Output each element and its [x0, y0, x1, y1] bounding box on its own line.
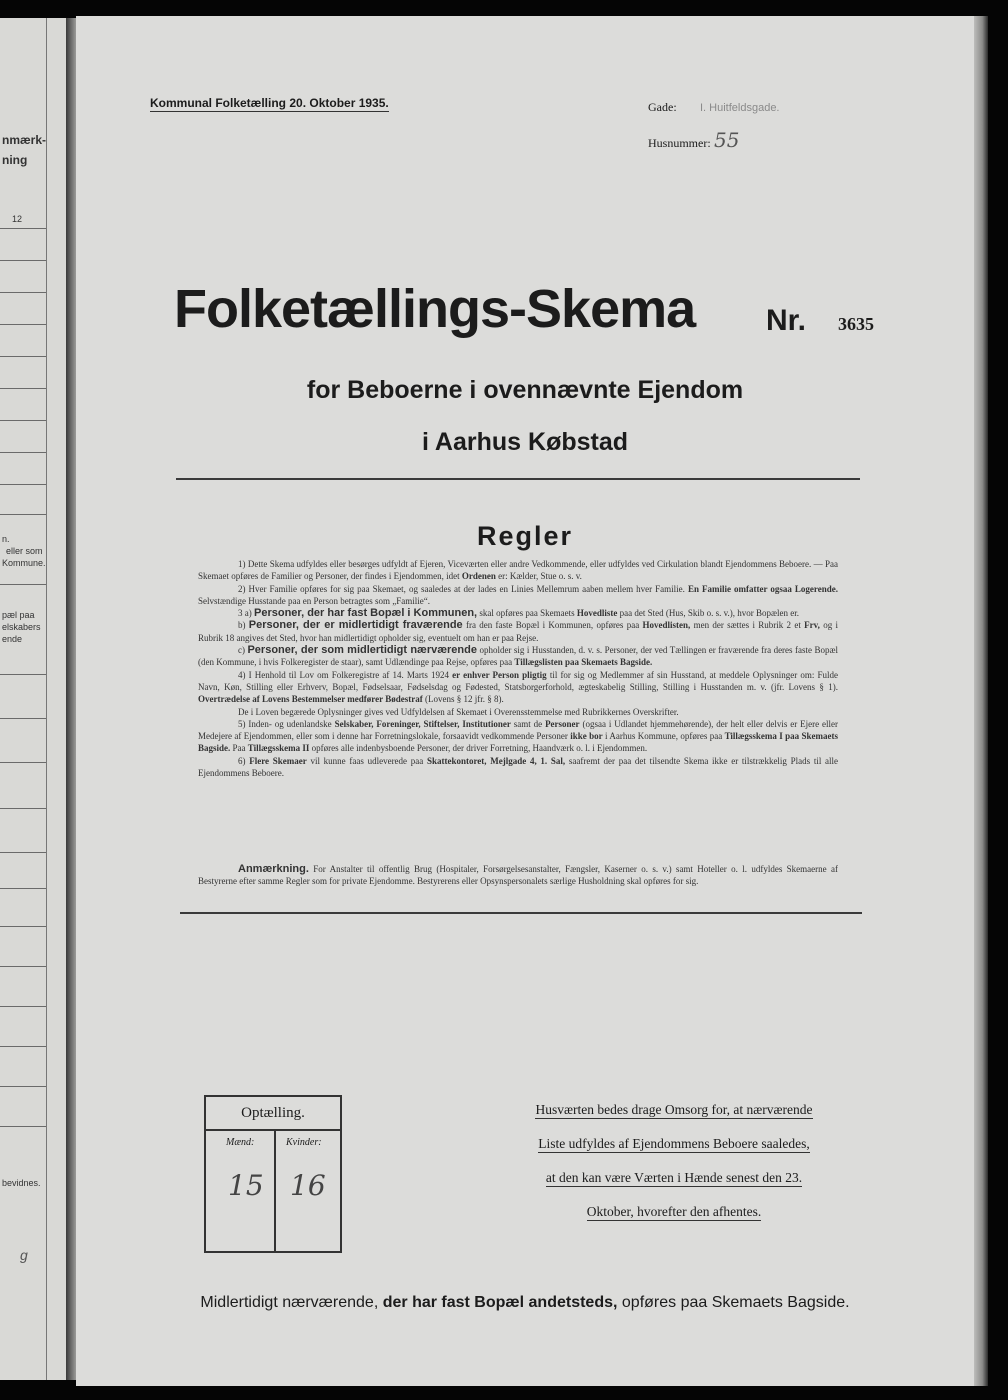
- left-page-text: ning: [2, 153, 28, 167]
- left-page-rule: [46, 18, 47, 1380]
- house-number-value: 55: [714, 128, 740, 152]
- left-page-line: [0, 1046, 46, 1047]
- remark-label: Anmærkning.: [238, 863, 309, 875]
- left-page-handwriting: g: [20, 1247, 28, 1263]
- remark-text: For Anstalter til offentlig Brug (Hospitaler, Forsørgelsesanstalter, Fængsler, Kaserner o. s. v.) samt Hoteller o. l. udfyldes Skemaerne af Bestyrerne efter samme Regler som for private Ejendomme. Bestyrerens eller Opsynspersonalets særlige Husholdning skal opføres for sig.: [198, 864, 839, 887]
- left-page-fragment: [0, 18, 66, 1380]
- left-page-line: [0, 584, 46, 585]
- left-page-line: [0, 420, 46, 421]
- form-number-value: 3635: [838, 314, 874, 334]
- notice-line: Liste udfyldes af Ejendommens Beboere saaledes,: [538, 1136, 810, 1151]
- left-page-text: n.: [2, 534, 10, 544]
- rule-4b: De i Loven begærede Oplysninger gives ved Udfyldelsen af Skemaet i Overensstemmelse med Rubrikkernes Overskrifter.: [238, 706, 679, 717]
- rule-1: 1) Dette Skema udfyldes eller besørges udfyldt af Ejeren, Viceværten eller andre Vedkommende, eller udfyldes ved Cirkulation blandt Ejendommens Beboere. — Paa Skemaet opføres de Familier og Personer, der findes i Ejendommen, idet Ordenen er: Kælder, Stue o. s. v.: [198, 559, 838, 582]
- rule-3b: b) Personer, der er midlertidigt fraværende fra den faste Bopæl i Kommunen, opføres paa Hovedlisten, men der sættes i Rubrik 2 et Frv, og i Rubrik 18 angives det Sted, hvor han midlertidigt opholder sig, eventuelt om han er paa Rejse.: [198, 619, 838, 643]
- left-page-text: ende: [2, 634, 23, 644]
- left-page-line: [0, 356, 46, 357]
- notice-line: at den kan være Værten i Hænde senest den 23.: [545, 1170, 803, 1185]
- left-page-line: [0, 514, 46, 515]
- left-page-text: elskabers: [2, 622, 41, 632]
- left-page-line: [0, 1086, 46, 1087]
- left-page-line: [0, 1126, 46, 1127]
- men-label: Mænd:: [226, 1137, 255, 1148]
- left-page-line: [0, 926, 46, 927]
- left-page-line: [0, 484, 46, 485]
- street-label: Gade:: [648, 100, 677, 114]
- form-subtitle: for Beboerne i ovennævnte Ejendom: [306, 376, 744, 404]
- count-box: [204, 1095, 342, 1253]
- remark: [198, 863, 838, 888]
- form-number-label: Nr.: [766, 304, 807, 337]
- form-subtitle-city: i Aarhus Købstad: [421, 428, 629, 456]
- rules-text: [198, 558, 838, 779]
- rule-5: 5) Inden- og udenlandske Selskaber, Foreninger, Stiftelser, Institutioner samt de Personer (ogsaa i Udlandet hjemmehørende), der helt eller delvis er Ejere eller Medejere af Ejendommen, eller som i denne har Forretningslokale, forsaavidt vedkommende Personer ikke bor i Aarhus Kommune, opføres paa Tillægsskema I paa Skemaets Bagside. Paa Tillægsskema II opføres alle indenbysboende Personer, der driver Forretning, Haandværk o. l. i Ejendommen.: [198, 718, 839, 754]
- left-page-line: [0, 1006, 46, 1007]
- census-form-page: [76, 16, 974, 1386]
- left-page-text: eller som: [6, 546, 43, 556]
- left-page-line: [0, 292, 46, 293]
- rule-4: 4) I Henhold til Lov om Folkeregistre af 14. Marts 1924 er enhver Person pligtig til for sig og Medlemmer af sin Husstand, at meddele Oplysninger om: Fulde Navn, Køn, Stilling eller Erhverv, Bopæl, Fødselsaar, Fødselsdag og Fødested, Statsborgerforhold, ægteskabelig Stilling, Stilling i Husstanden m. v. (jfr. Lovens § 1). Overtrædelse af Lovens Bestemmelser medfører Bødestraf (Lovens § 12 jfr. § 8).: [198, 669, 839, 705]
- left-page-line: [0, 888, 46, 889]
- women-count: 16: [290, 1169, 326, 1202]
- left-page-text: nmærk-: [2, 133, 47, 147]
- left-page-line: [0, 966, 46, 967]
- footer-note: Midlertidigt nærværende, der har fast Bopæl andetsteds, opføres paa Skemaets Bagside.: [200, 1294, 850, 1311]
- count-header-rule: [206, 1129, 340, 1131]
- rule-3a: 3 a) Personer, der har fast Bopæl i Kommunen, skal opføres paa Skemaets Hovedliste paa det Sted (Hus, Skib o. s. v.), hvor Bopælen er.: [238, 607, 799, 620]
- left-page-text: pæl paa: [2, 610, 35, 620]
- left-page-line: [0, 452, 46, 453]
- left-page-line: [0, 852, 46, 853]
- notice-line: Husværten bedes drage Omsorg for, at nærværende: [535, 1102, 813, 1117]
- form-title: Folketællings-Skema: [174, 279, 696, 339]
- left-page-text: Kommune.: [2, 558, 46, 568]
- men-count: 15: [228, 1169, 264, 1202]
- census-header: Kommunal Folketælling 20. Oktober 1935.: [150, 96, 389, 110]
- street-value: I. Huitfeldsgade.: [700, 102, 780, 114]
- left-page-line: [0, 718, 46, 719]
- left-page-text: bevidnes.: [2, 1178, 41, 1188]
- divider: [180, 912, 862, 914]
- left-page-line: [0, 762, 46, 763]
- count-column-rule: [274, 1130, 276, 1251]
- left-page-line: [0, 260, 46, 261]
- left-page-line: [0, 808, 46, 809]
- notice-line: Oktober, hvorefter den afhentes.: [586, 1204, 762, 1219]
- women-label: Kvinder:: [286, 1137, 322, 1148]
- left-page-text: 12: [12, 214, 23, 224]
- left-page-line: [0, 388, 46, 389]
- book-gutter: [66, 18, 76, 1380]
- left-page-line: [0, 324, 46, 325]
- page-edge: [974, 16, 988, 1386]
- divider: [176, 478, 860, 480]
- house-number-label: Husnummer:: [648, 136, 711, 150]
- rules-heading: Regler: [476, 521, 574, 551]
- count-title: Optælling.: [241, 1105, 305, 1121]
- left-page-line: [0, 228, 46, 229]
- left-page-line: [0, 674, 46, 675]
- rule-3c: c) Personer, der som midlertidigt nærværende opholder sig i Husstanden, d. v. s. Personer, der ved Tællingen er fraværende fra deres faste Bopæl (den Kommune, i hvis Folkeregister de staar), samt Udlændinge paa Rejse, opføres paa Tillægslisten paa Skemaets Bagside.: [198, 644, 838, 668]
- rule-6: 6) Flere Skemaer vil kunne faas udleverede paa Skattekontoret, Mejlgade 4, 1. Sal, saafremt der paa det tilsendte Skema ikke er tilstrækkelig Plads til alle Ejendommens Beboere.: [198, 755, 839, 779]
- rule-2: 2) Hver Familie opføres for sig paa Skemaet, og saaledes at der lades en Linies Mellemrum aaben mellem hver Familie. En Familie omfatter ogsaa Logerende. Selvstændige Husstande paa en Person betragtes som „Familie“.: [198, 583, 838, 606]
